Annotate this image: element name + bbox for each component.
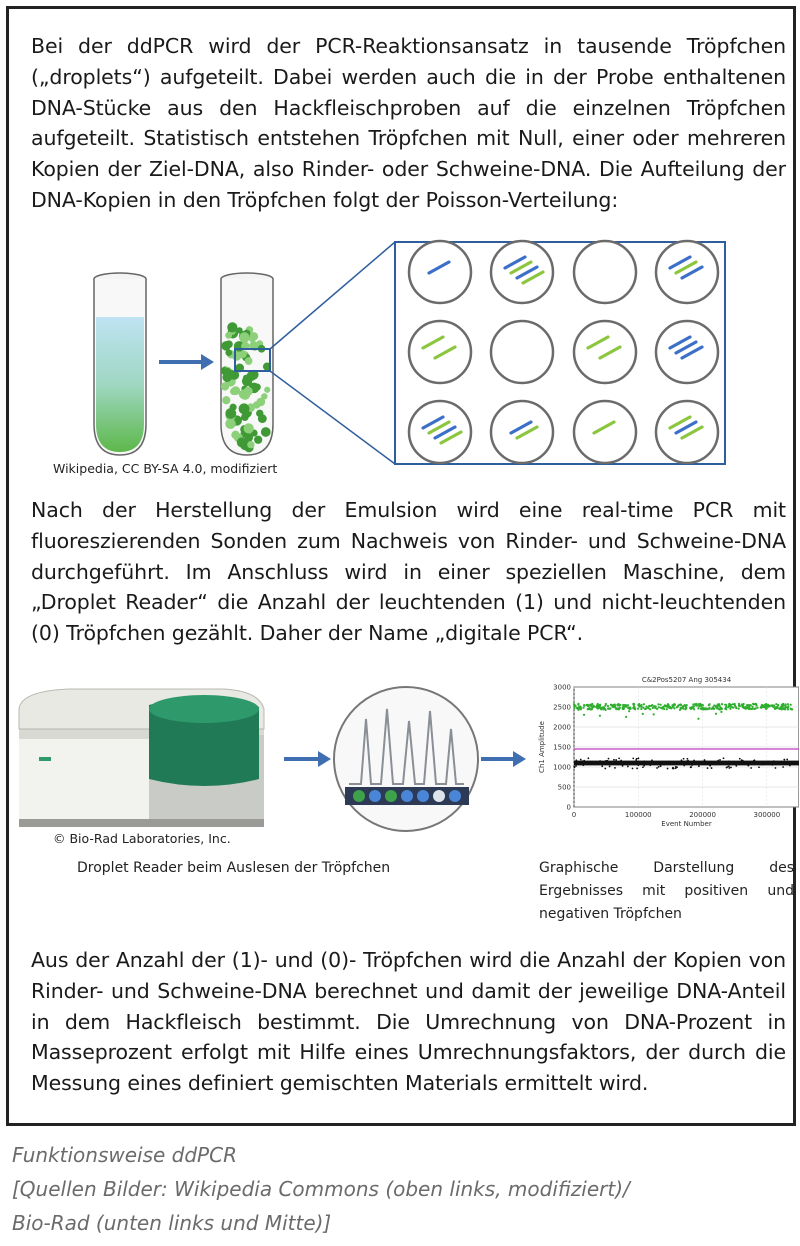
positive-droplet-point — [673, 703, 675, 705]
negative-droplet-point — [583, 760, 585, 762]
negative-droplet-point — [668, 762, 670, 764]
positive-droplet-point — [607, 705, 609, 707]
negative-droplet-point — [735, 763, 737, 765]
negative-droplet-point — [625, 761, 627, 763]
positive-droplet-point — [668, 704, 670, 706]
droplet-circle — [491, 321, 553, 383]
positive-droplet-point — [775, 703, 777, 705]
y-tick-label: 1000 — [553, 763, 571, 772]
negative-droplet-point — [705, 763, 707, 765]
positive-droplet-point — [587, 705, 589, 707]
droplet-scatter-chart — [538, 676, 799, 828]
negative-droplet-point — [649, 764, 651, 766]
caption-graph-line: Graphische Darstellung des — [539, 860, 794, 876]
negative-droplet-point — [717, 760, 719, 762]
positive-droplet-point — [573, 707, 575, 709]
positive-droplet-point — [754, 707, 756, 709]
negative-droplet-point — [622, 765, 624, 767]
droplet-dot — [225, 408, 236, 419]
negative-droplet-point — [761, 764, 763, 766]
droplet-circle — [574, 401, 636, 463]
negative-droplet-point — [681, 759, 683, 761]
negative-droplet-point — [709, 765, 711, 767]
negative-droplet-point — [651, 759, 653, 761]
droplet-circle — [656, 241, 718, 303]
negative-droplet-point — [704, 761, 706, 763]
positive-droplet-point — [628, 710, 630, 712]
droplet-dot — [239, 332, 249, 342]
negative-droplet-point — [683, 765, 685, 767]
negative-droplet-point — [687, 760, 689, 762]
positive-droplet-point — [708, 707, 710, 709]
droplet-dot — [254, 436, 262, 444]
positive-droplet-point — [684, 704, 686, 706]
positive-droplet-point — [741, 703, 743, 705]
positive-droplet-point — [693, 705, 695, 707]
positive-droplet-point — [728, 703, 730, 705]
negative-droplet-point — [675, 766, 677, 768]
negative-droplet-point — [726, 766, 728, 768]
positive-droplet-point — [761, 704, 763, 706]
positive-droplet-point — [708, 703, 710, 705]
negative-droplet-point — [767, 761, 769, 763]
negative-droplet-point — [773, 760, 775, 762]
negative-droplet-point — [605, 760, 607, 762]
negative-droplet-point — [580, 763, 582, 765]
negative-droplet-point — [698, 763, 700, 765]
negative-droplet-point — [615, 759, 617, 761]
positive-droplet-point — [661, 707, 663, 709]
positive-droplet-point — [699, 705, 701, 707]
positive-droplet-point — [738, 703, 740, 705]
negative-droplet-point — [683, 758, 685, 760]
positive-droplet-point — [735, 707, 737, 709]
negative-droplet-point — [636, 758, 638, 760]
positive-droplet-point — [642, 713, 644, 715]
positive-droplet-point — [663, 708, 665, 710]
negative-droplet-point — [680, 762, 682, 764]
y-tick-label: 500 — [557, 783, 571, 792]
positive-droplet-point — [589, 704, 591, 706]
negative-droplet-point — [604, 768, 606, 770]
positive-droplet-point — [750, 704, 752, 706]
negative-droplet-point — [581, 760, 583, 762]
positive-droplet-point — [685, 707, 687, 709]
caption-graph — [539, 857, 794, 926]
positive-droplet-point — [778, 707, 780, 709]
positive-droplet-point — [787, 705, 789, 707]
positive-droplet-point — [608, 707, 610, 709]
positive-droplet-point — [717, 703, 719, 705]
positive-droplet-point — [738, 707, 740, 709]
negative-droplet-point — [608, 758, 610, 760]
positive-droplet-point — [768, 705, 770, 707]
positive-droplet-point — [647, 707, 649, 709]
paragraph-calculation: Aus der Anzahl der (1)- und (0)- Tröpfchen wird die Anzahl der Kopien von Rinder- und Schweine-DNA berechnet und damit der jeweilige DNA-Anteil in dem Hackfleisch bestimmt. Die Umrechnung von DNA-Prozent in Masseprozent erfolgt mit Hilfe eines Umrechnungsfaktors, der durch die Messung eines definiert gemischten Materials ermittelt wird. — [31, 948, 786, 1096]
paragraph-intro: Bei der ddPCR wird der PCR-Reaktionsansatz in tausende Tröpfchen („droplets“) aufgeteilt. Dabei werden auch die in der Probe enthaltenen DNA-Stücke aus den Hackfleischproben auf die einzelnen Tröpfchen aufgeteilt. Statistisch entstehen Tröpfchen mit Null, einer oder mehreren Kopien der Ziel-DNA, also Rinder- oder Schweine-DNA. Die Aufteilung der DNA-Kopien in den Tröpfchen folgt der Poisson-Verteilung: — [31, 34, 786, 212]
credit-wikipedia: Wikipedia, CC BY-SA 4.0, modifiziert — [53, 461, 278, 476]
positive-droplet-point — [587, 708, 589, 710]
positive-droplet-point — [574, 705, 576, 707]
droplet-dot — [247, 441, 254, 448]
positive-droplet-point — [746, 704, 748, 706]
positive-droplet-point — [702, 704, 704, 706]
positive-droplet-point — [614, 705, 616, 707]
negative-droplet-point — [620, 760, 622, 762]
positive-droplet-point — [616, 704, 618, 706]
negative-droplet-point — [707, 767, 709, 769]
negative-droplet-point — [582, 764, 584, 766]
droplet-dot — [225, 340, 233, 348]
positive-droplet-point — [583, 705, 585, 707]
positive-droplet-point — [707, 708, 709, 710]
positive-droplet-point — [766, 706, 768, 708]
x-tick-label: 100000 — [624, 811, 652, 819]
negative-droplet-point — [730, 766, 732, 768]
caption-title: Funktionsweise ddPCR — [12, 1143, 237, 1167]
negative-droplet-point — [704, 759, 706, 761]
negative-droplet-point — [627, 766, 629, 768]
y-tick-label: 2500 — [553, 703, 571, 712]
sample-tube-icon — [94, 273, 146, 455]
positive-droplet-point — [756, 707, 758, 709]
negative-droplet-point — [580, 759, 582, 761]
droplet-dot — [225, 349, 232, 356]
droplet-dot — [258, 414, 267, 423]
positive-droplet-point — [599, 705, 601, 707]
caption-reader: Droplet Reader beim Auslesen der Tröpfchen — [77, 860, 391, 876]
positive-droplet-point — [573, 703, 575, 705]
emulsion-tube-icon — [221, 273, 273, 455]
negative-droplet-point — [586, 763, 588, 765]
positive-droplet-point — [633, 706, 635, 708]
positive-droplet-point — [605, 703, 607, 705]
positive-droplet-point — [628, 708, 630, 710]
negative-droplet-point — [686, 758, 688, 760]
positive-droplet-point — [760, 706, 762, 708]
positive-droplet-point — [765, 703, 767, 705]
negative-droplet-point — [614, 761, 616, 763]
figure-caption — [12, 1138, 792, 1240]
negative-droplet-point — [660, 765, 662, 767]
positive-droplet-point — [617, 708, 619, 710]
positive-droplet-point — [637, 704, 639, 706]
positive-droplet-point — [660, 704, 662, 706]
positive-droplet-point — [615, 707, 617, 709]
positive-droplet-point — [724, 707, 726, 709]
positive-droplet-point — [697, 707, 699, 709]
positive-droplet-point — [787, 703, 789, 705]
negative-droplet-point — [735, 765, 737, 767]
negative-droplet-point — [750, 767, 752, 769]
negative-droplet-point — [667, 768, 669, 770]
droplet-dot — [231, 386, 240, 395]
x-tick-label: 300000 — [753, 811, 781, 819]
negative-droplet-point — [691, 764, 693, 766]
positive-droplet-point — [713, 708, 715, 710]
negative-droplet-point — [728, 765, 730, 767]
negative-droplet-point — [638, 757, 640, 759]
negative-droplet-point — [742, 760, 744, 762]
negative-droplet-point — [693, 760, 695, 762]
positive-droplet-point — [734, 703, 736, 705]
droplet-dot — [222, 396, 230, 404]
positive-droplet-point — [666, 708, 668, 710]
negative-droplet-point — [754, 760, 756, 762]
arrow-right-icon — [481, 751, 526, 767]
positive-droplet-point — [729, 708, 731, 710]
positive-droplet-point — [583, 714, 585, 716]
caption-graph-line: Ergebnisses mit positiven und — [539, 883, 794, 899]
negative-droplet-point — [719, 759, 721, 761]
negative-droplet-point — [644, 760, 646, 762]
positive-droplet-point — [690, 707, 692, 709]
positive-droplet-point — [642, 707, 644, 709]
positive-droplet-point — [783, 708, 785, 710]
positive-droplet-point — [596, 705, 598, 707]
positive-droplet-point — [648, 705, 650, 707]
document-frame — [6, 6, 796, 1126]
positive-droplet-point — [755, 704, 757, 706]
positive-droplet-point — [640, 708, 642, 710]
credit-biorad: © Bio-Rad Laboratories, Inc. — [53, 831, 231, 846]
negative-droplet-point — [758, 766, 760, 768]
negative-droplet-point — [672, 767, 674, 769]
negative-droplet-point — [643, 765, 645, 767]
droplet-dot — [264, 387, 270, 393]
positive-droplet-point — [624, 704, 626, 706]
negative-droplet-point — [618, 757, 620, 759]
droplet-circle — [574, 321, 636, 383]
positive-droplet-point — [790, 704, 792, 706]
negative-droplet-point — [764, 762, 766, 764]
positive-droplet-point — [717, 708, 719, 710]
y-tick-label: 2000 — [553, 723, 571, 732]
droplet-figure — [9, 9, 799, 489]
negative-droplet-point — [573, 766, 575, 768]
positive-droplet-point — [597, 703, 599, 705]
x-tick-label: 0 — [571, 811, 577, 819]
droplet-dot — [254, 383, 261, 390]
positive-droplet-point — [750, 708, 752, 710]
negative-droplet-point — [739, 758, 741, 760]
y-tick-label: 1500 — [553, 743, 571, 752]
droplet-circle — [656, 401, 718, 463]
negative-droplet-point — [632, 768, 634, 770]
negative-droplet-point — [632, 757, 634, 759]
negative-droplet-point — [575, 765, 577, 767]
droplet-dot — [239, 403, 250, 414]
positive-droplet-point — [775, 707, 777, 709]
positive-droplet-point — [724, 704, 726, 706]
negative-droplet-point — [775, 767, 777, 769]
y-tick-label: 0 — [566, 803, 571, 812]
positive-droplet-point — [640, 706, 642, 708]
x-tick-label: 200000 — [689, 811, 716, 819]
positive-droplet-point — [579, 707, 581, 709]
positive-droplet-point — [715, 705, 717, 707]
positive-droplet-point — [699, 703, 701, 705]
negative-droplet-point — [575, 759, 577, 761]
droplet-circle — [574, 241, 636, 303]
positive-droplet-point — [591, 708, 593, 710]
negative-droplet-point — [620, 764, 622, 766]
positive-droplet-point — [731, 706, 733, 708]
positive-droplet-point — [695, 704, 697, 706]
positive-droplet-point — [753, 703, 755, 705]
droplet-reader-icon — [19, 689, 264, 827]
negative-droplet-point — [747, 765, 749, 767]
negative-droplet-point — [599, 760, 601, 762]
y-axis-label: Ch1 Amplitude — [538, 721, 546, 773]
positive-droplet-point — [680, 703, 682, 705]
positive-droplet-point — [666, 705, 668, 707]
negative-droplet-point — [601, 765, 603, 767]
caption-graph-line: negativen Tröpfchen — [539, 906, 682, 922]
positive-droplet-point — [721, 703, 723, 705]
positive-droplet-point — [680, 707, 682, 709]
negative-droplet-point — [783, 759, 785, 761]
positive-droplet-point — [602, 707, 604, 709]
positive-droplet-point — [577, 703, 579, 705]
x-axis-label: Event Number — [661, 820, 712, 828]
positive-droplet-point — [627, 704, 629, 706]
positive-droplet-point — [676, 706, 678, 708]
droplet-dot — [221, 382, 229, 390]
positive-droplet-point — [657, 703, 659, 705]
droplet-dot — [227, 322, 237, 332]
negative-droplet-point — [789, 765, 791, 767]
negative-droplet-point — [587, 757, 589, 759]
positive-droplet-point — [632, 703, 634, 705]
positive-droplet-point — [751, 706, 753, 708]
negative-droplet-point — [771, 764, 773, 766]
negative-droplet-point — [609, 766, 611, 768]
negative-droplet-point — [660, 762, 662, 764]
droplet-dot — [256, 398, 265, 407]
negative-droplet-point — [782, 766, 784, 768]
positive-droplet-point — [669, 706, 671, 708]
caption-sources-cont: Bio-Rad (unten links und Mitte)] — [12, 1211, 332, 1235]
positive-droplet-point — [744, 708, 746, 710]
positive-droplet-point — [673, 707, 675, 709]
arrow-right-icon — [284, 751, 331, 767]
negative-droplet-point — [598, 762, 600, 764]
negative-droplet-point — [728, 761, 730, 763]
positive-droplet-point — [720, 707, 722, 709]
droplet-circle — [409, 241, 471, 303]
droplet-circle — [409, 321, 471, 383]
positive-droplet-point — [664, 704, 666, 706]
droplet-dot — [225, 370, 235, 380]
y-tick-label: 3000 — [553, 683, 571, 692]
positive-droplet-point — [747, 706, 749, 708]
negative-droplet-point — [658, 766, 660, 768]
negative-droplet-point — [723, 757, 725, 759]
negative-droplet-point — [617, 764, 619, 766]
positive-droplet-point — [785, 706, 787, 708]
negative-droplet-point — [786, 759, 788, 761]
positive-droplet-point — [697, 718, 699, 720]
positive-droplet-point — [599, 715, 601, 717]
negative-droplet-point — [656, 767, 658, 769]
reader-closeup-icon — [334, 687, 478, 831]
positive-droplet-point — [658, 706, 660, 708]
droplet-dot — [237, 437, 247, 447]
droplet-dot — [225, 332, 232, 339]
paragraph-pcr: Nach der Herstellung der Emulsion wird eine real-time PCR mit fluoreszierenden Sonden zum Nachweis von Rinder- und Schweine-DNA durchgeführt. Im Anschluss wird in einer speziellen Maschine, dem „Droplet Reader“ die Anzahl der leuchtenden (1) und nicht-leuchtenden (0) Tröpfchen gezählt. Daher der Name „digitale PCR“. — [31, 498, 786, 646]
negative-droplet-point — [749, 763, 751, 765]
droplet-dot — [242, 376, 252, 386]
negative-droplet-point — [636, 768, 638, 770]
negative-droplet-point — [613, 759, 615, 761]
positive-droplet-point — [653, 705, 655, 707]
positive-droplet-point — [622, 708, 624, 710]
arrow-right-icon — [159, 354, 214, 370]
negative-droplet-point — [711, 767, 713, 769]
positive-droplet-point — [790, 708, 792, 710]
negative-droplet-point — [614, 767, 616, 769]
negative-droplet-point — [698, 765, 700, 767]
caption-sources: [Quellen Bilder: Wikipedia Commons (oben links, modifiziert)/ — [12, 1177, 630, 1201]
positive-droplet-point — [637, 708, 639, 710]
negative-droplet-point — [590, 761, 592, 763]
negative-droplet-point — [639, 763, 641, 765]
negative-droplet-point — [728, 767, 730, 769]
droplet-dot — [244, 423, 254, 433]
droplet-dot — [249, 336, 255, 342]
positive-droplet-point — [701, 708, 703, 710]
negative-droplet-point — [663, 764, 665, 766]
negative-droplet-point — [638, 760, 640, 762]
negative-droplet-point — [746, 762, 748, 764]
positive-droplet-point — [643, 703, 645, 705]
negative-droplet-point — [650, 762, 652, 764]
positive-droplet-point — [582, 707, 584, 709]
positive-droplet-point — [732, 703, 734, 705]
positive-droplet-point — [610, 704, 612, 706]
droplet-circle — [491, 401, 553, 463]
droplet-dot — [261, 427, 271, 437]
positive-droplet-point — [625, 716, 627, 718]
droplet-circle — [656, 321, 718, 383]
positive-droplet-point — [727, 706, 729, 708]
positive-droplet-point — [605, 709, 607, 711]
negative-droplet-point — [690, 766, 692, 768]
negative-droplet-point — [579, 764, 581, 766]
chart-title: C&2Pos5207 Ang 305434 — [641, 676, 732, 684]
positive-droplet-point — [782, 704, 784, 706]
negative-droplet-point — [642, 766, 644, 768]
positive-droplet-point — [715, 713, 717, 715]
droplet-dot — [245, 357, 253, 365]
negative-droplet-point — [727, 763, 729, 765]
positive-droplet-point — [653, 713, 655, 715]
positive-droplet-point — [577, 709, 579, 711]
positive-droplet-point — [720, 711, 722, 713]
droplet-dot — [244, 387, 253, 396]
